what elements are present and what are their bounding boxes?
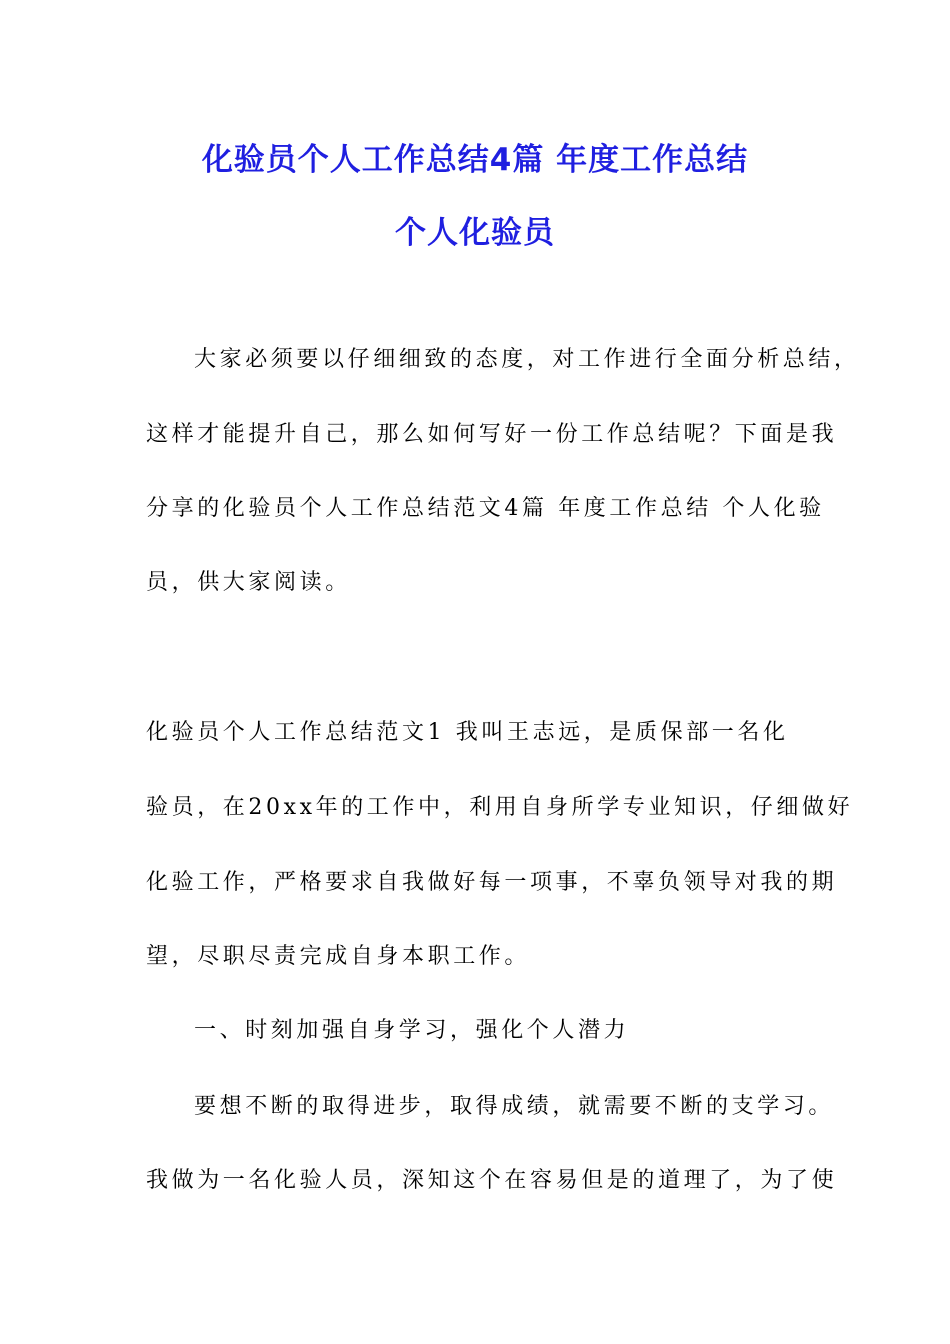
intro-line-4: 员，供大家阅读。 xyxy=(146,570,351,595)
subheading-line: 一、时刻加强自身学习，强化个人潜力 xyxy=(194,1018,630,1043)
paragraph-line: 我做为一名化验人员，深知这个在容易但是的道理了，为了使 xyxy=(146,1168,838,1193)
intro-line-1: 大家必须要以仔细细致的态度，对工作进行全面分析总结， xyxy=(194,347,860,372)
document-title-line-1: 化验员个人工作总结4篇 年度工作总结 xyxy=(201,142,749,178)
paragraph-line: 化验工作，严格要求自我做好每一项事，不辜负领导对我的期 xyxy=(146,870,838,895)
section-heading-line: 化验员个人工作总结范文1 我叫王志远，是质保部一名化 xyxy=(146,720,789,745)
paragraph-line: 望，尽职尽责完成自身本职工作。 xyxy=(146,944,531,969)
document-title-line-2: 个人化验员 xyxy=(395,215,555,251)
paragraph-line: 验员，在20xx年的工作中，利用自身所学专业知识，仔细做好 xyxy=(146,795,854,820)
paragraph-line: 要想不断的取得进步，取得成绩，就需要不断的支学习。 xyxy=(194,1094,835,1119)
intro-line-3: 分享的化验员个人工作总结范文4篇 年度工作总结 个人化验 xyxy=(146,496,825,521)
intro-line-2: 这样才能提升自己，那么如何写好一份工作总结呢？下面是我 xyxy=(146,422,838,447)
